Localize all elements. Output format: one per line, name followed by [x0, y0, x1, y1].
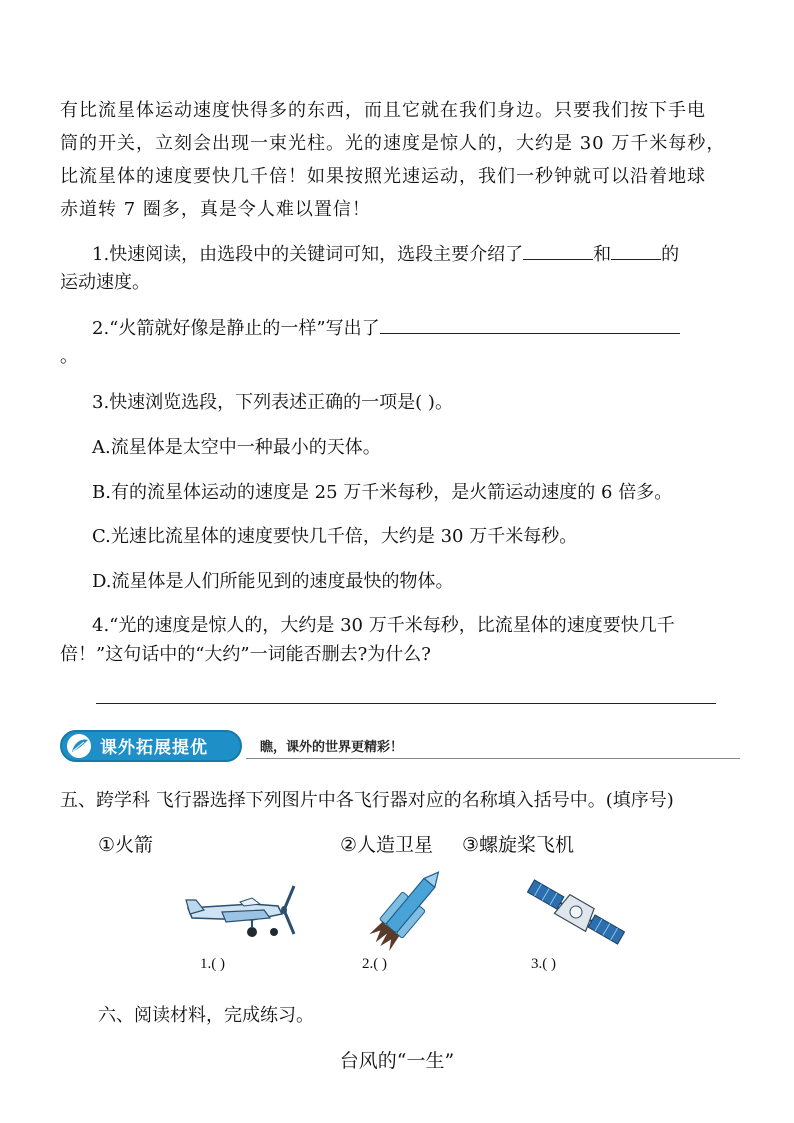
option-d: D.流星体是人们所能见到的速度最快的物体。 — [92, 571, 454, 592]
q1-de: 的 — [661, 244, 680, 265]
q2-end: 。 — [60, 346, 78, 367]
q1-blank-1[interactable] — [523, 243, 593, 260]
option-c: C.光速比流星体的速度要快几千倍，大约是 30 万千米每秒。 — [92, 526, 578, 547]
passage-line: 有比流星体运动速度快得多的东西，而且它就在我们身边。只要我们按下手电 — [60, 100, 706, 121]
rocket-icon — [358, 868, 453, 956]
option-a: A.流星体是太空中一种最小的天体。 — [92, 437, 381, 458]
banner-title: 课外拓展提优 — [100, 738, 208, 758]
option-satellite: ②人造卫星 — [340, 834, 434, 856]
banner-underline — [246, 758, 740, 759]
passage-line: 筒的开关，立刻会出现一束光柱。光的速度是惊人的，大约是 30 万千米每秒， — [60, 133, 726, 154]
q1-continued: 运动速度。 — [60, 272, 150, 293]
section-6-title: 六、阅读材料，完成练习。 — [98, 1005, 314, 1026]
q4-answer-line[interactable] — [96, 703, 716, 704]
q1-and: 和 — [593, 244, 612, 265]
question-3: 3.快速浏览选段，下列表述正确的一项是( )。 — [92, 392, 453, 413]
option-propeller-plane: ③螺旋桨飞机 — [462, 834, 575, 856]
q2-text: 2.“火箭就好像是静止的一样”写出了 — [92, 318, 380, 339]
question-4-continued: 倍！”这句话中的“大约”一词能否删去?为什么? — [60, 644, 431, 665]
q1-blank-2[interactable] — [611, 243, 661, 260]
passage-line: 赤道转 7 圈多，真是令人难以置信！ — [60, 199, 371, 220]
option-rocket: ①火箭 — [98, 834, 154, 856]
caption-3: 3.( ) — [531, 956, 556, 972]
caption-2: 2.( ) — [362, 956, 387, 972]
article-title: 台风的“一生” — [339, 1050, 455, 1072]
passage-line: 比流星体的速度要快几千倍！如果按照光速运动，我们一秒钟就可以沿着地球 — [60, 166, 706, 187]
banner-note: 瞧，课外的世界更精彩！ — [260, 740, 404, 755]
section-5-title: 五、跨学科 飞行器选择下列图片中各飞行器对应的名称填入括号中。(填序号) — [60, 790, 674, 811]
propeller-plane-icon — [182, 880, 297, 942]
question-2 — [92, 314, 680, 340]
question-4: 4.“光的速度是惊人的，大约是 30 万千米每秒，比流星体的速度要快几千 — [92, 615, 675, 636]
question-1 — [92, 240, 679, 266]
satellite-icon — [522, 872, 630, 952]
option-b: B.有的流星体运动的速度是 25 万千米每秒，是火箭运动速度的 6 倍多。 — [92, 482, 673, 503]
q2-blank[interactable] — [380, 317, 680, 334]
caption-1: 1.( ) — [200, 956, 225, 972]
leaf-icon — [64, 732, 94, 760]
q1-text: 1.快速阅读，由选段中的关键词可知，选段主要介绍了 — [92, 244, 524, 265]
extension-banner — [60, 728, 740, 764]
